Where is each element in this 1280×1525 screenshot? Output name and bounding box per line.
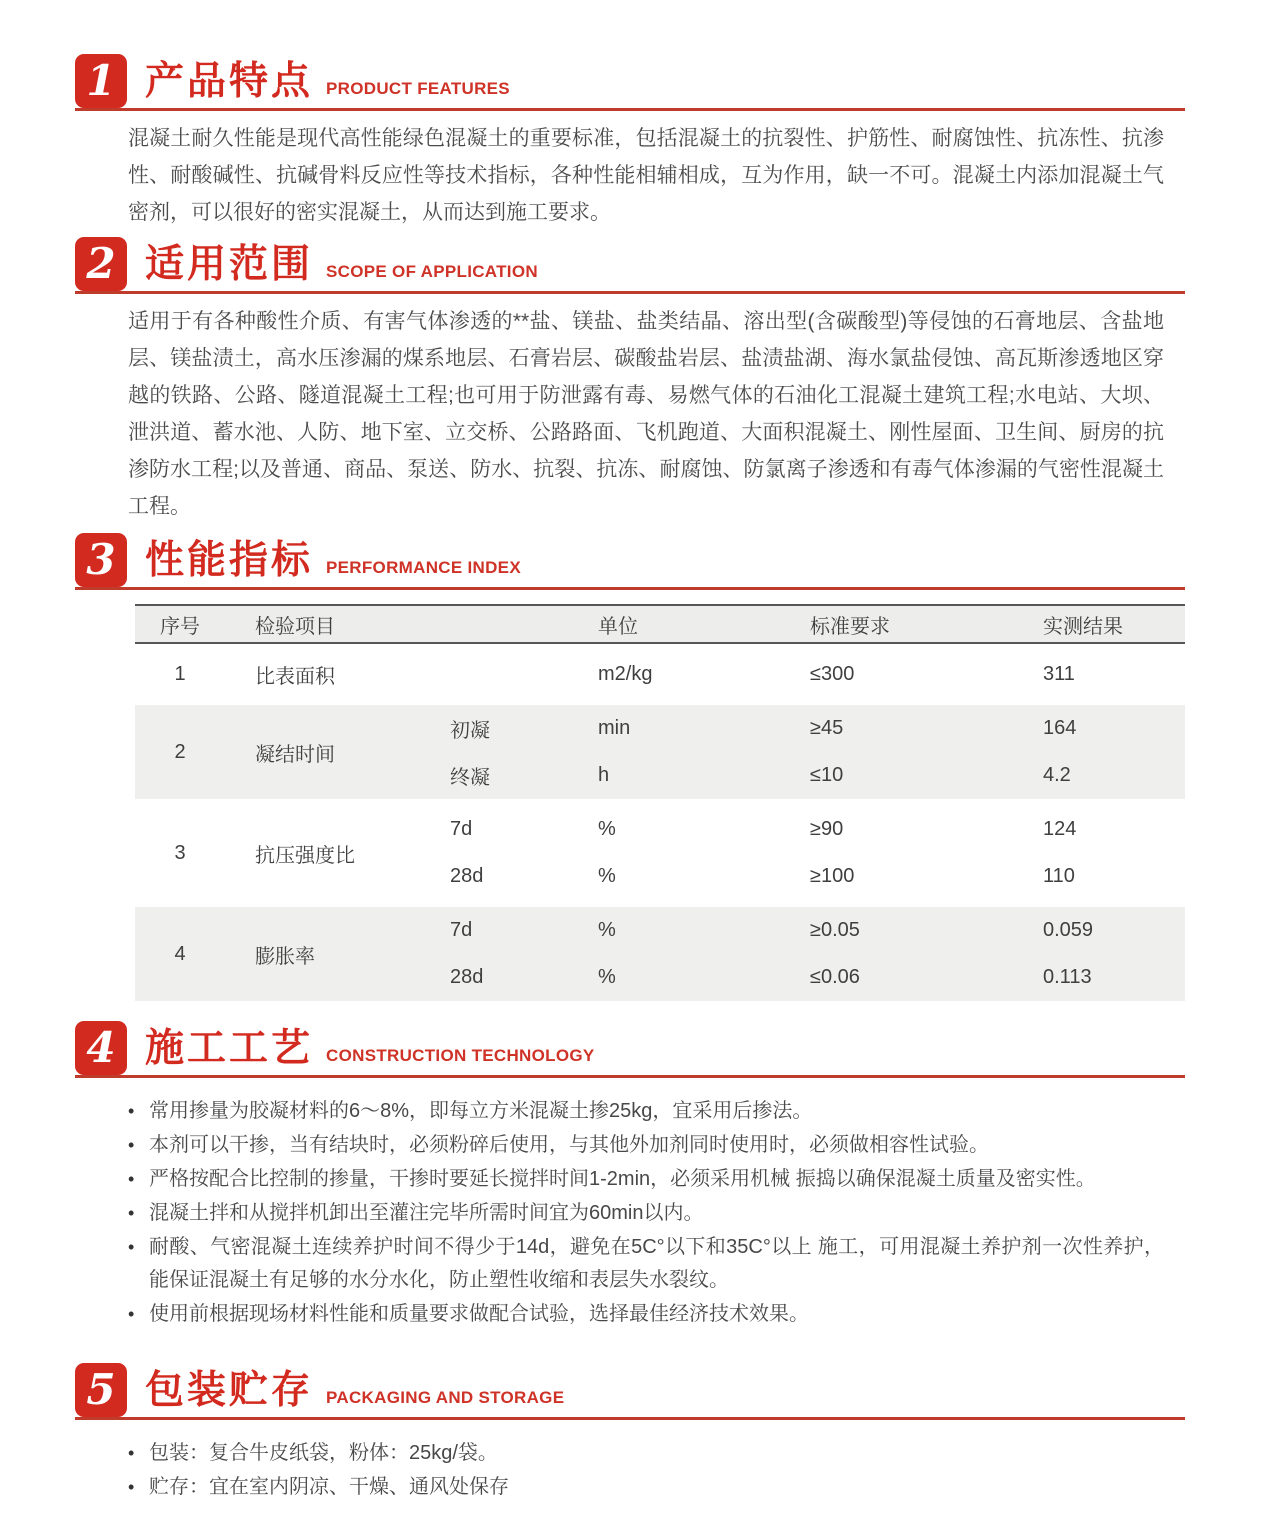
bullet-item: [128, 1129, 1164, 1162]
table-cell: 28d: [450, 966, 484, 988]
bullet-dot-icon: •: [128, 1237, 135, 1257]
table-cell: 4: [174, 942, 186, 965]
table-header-cell: 单位: [598, 615, 638, 638]
table-cell: 抗压强度比: [255, 844, 355, 867]
table-cell: min: [598, 717, 631, 739]
table-cell: 2: [174, 740, 186, 763]
bullet-dot-icon: •: [128, 1135, 135, 1155]
bullet-list: [128, 1437, 1164, 1504]
bullet-dot-icon: •: [128, 1443, 135, 1463]
table-cell: 164: [1043, 717, 1077, 739]
table-row: [135, 651, 1185, 698]
section-title-en: CONSTRUCTION TECHNOLOGY: [326, 1046, 595, 1065]
section-paragraph: 适用于有各种酸性介质、有害气体渗透的**盐、镁盐、盐类结晶、溶出型(含碳酸型)等侵蚀的石膏地层、含盐地层、镁盐渍土，高水压渗漏的煤系地层、石膏岩层、碳酸盐岩层、盐渍盐湖、海水氯盐侵蚀、高瓦斯渗透地区穿越的铁路、公路、隧道混凝土工程;也可用于防泄露有毒、易燃气体的石油化工混凝土建筑工程;水电站、大坝、泄洪道、蓄水池、人防、地下室、立交桥、公路路面、飞机跑道、大面积混凝土、刚性屋面、卫生间、厨房的抗渗防水工程;以及普通、商品、泵送、防水、抗裂、抗冻、耐腐蚀、防氯离子渗透和有毒气体渗漏的气密性混凝土工程。: [128, 310, 1164, 518]
section-title-cn: 适用范围: [145, 243, 314, 286]
section-header: [75, 529, 1185, 590]
table-cell: 初凝: [450, 720, 490, 742]
table-cell: ≥90: [810, 818, 844, 840]
bullet-dot-icon: •: [128, 1169, 135, 1189]
section-construction-technology: [75, 1017, 1185, 1331]
table-cell: ≥0.05: [810, 919, 860, 941]
bullet-item: [128, 1095, 1164, 1128]
table-cell: %: [598, 818, 616, 840]
bullet-text: 耐酸、气密混凝土连续养护时间不得少于14d，避免在5C°以下和35C°以上 施工，可用混凝土养护剂一次性养护，能保证混凝土有足够的水分水化，防止塑性收缩和表层失水裂纹。: [149, 1236, 1164, 1291]
bullet-item: [128, 1197, 1164, 1230]
bullet-text: 贮存：宜在室内阴凉、干燥、通风处保存: [149, 1476, 509, 1498]
bullet-item: [128, 1163, 1164, 1196]
section-title-cn: 施工工艺: [145, 1027, 314, 1070]
table-cell: %: [598, 919, 616, 941]
bullet-text: 使用前根据现场材料性能和质量要求做配合试验，选择最佳经济技术效果。: [149, 1303, 809, 1325]
section-paragraph: 混凝土耐久性能是现代高性能绿色混凝土的重要标准，包括混凝土的抗裂性、护筋性、耐腐蚀性、抗冻性、抗渗性、耐酸碱性、抗碱骨料反应性等技术指标，各种性能相辅相成，互为作用，缺一不可。混凝土内添加混凝土气密剂，可以很好的密实混凝土，从而达到施工要求。: [128, 127, 1164, 224]
bullet-item: [128, 1471, 1164, 1504]
performance-table: [135, 604, 1185, 1001]
table-cell: %: [598, 865, 616, 887]
section-number-badge: 2: [75, 237, 127, 291]
table-cell: ≤300: [810, 663, 855, 685]
table-cell: 110: [1043, 865, 1075, 887]
section-product-features: [75, 50, 1185, 231]
section-title-cn: 产品特点: [145, 60, 314, 103]
bullet-item: [128, 1298, 1164, 1331]
table-header-cell: 标准要求: [810, 615, 890, 638]
table-cell: 3: [174, 841, 186, 864]
bullet-text: 严格按配合比控制的掺量，干掺时要延长搅拌时间1-2min，必须采用机械 振捣以确保混凝土质量及密实性。: [149, 1168, 1096, 1190]
bullet-dot-icon: •: [128, 1203, 135, 1223]
bullet-item: [128, 1231, 1164, 1297]
section-title-en: PERFORMANCE INDEX: [326, 558, 521, 577]
section-title-en: SCOPE OF APPLICATION: [326, 262, 538, 281]
table-cell: 终凝: [450, 767, 490, 789]
bullet-text: 包装：复合牛皮纸袋，粉体：25kg/袋。: [149, 1442, 498, 1464]
table-row: [135, 806, 1185, 900]
table-header-cell: 检验项目: [255, 615, 335, 638]
table-cell: ≥45: [810, 717, 844, 739]
section-packaging-and-storage: [75, 1359, 1185, 1504]
table-header-cell: 实测结果: [1043, 615, 1123, 638]
section-number-badge: 5: [75, 1363, 127, 1417]
bullet-text: 混凝土拌和从搅拌机卸出至灌注完毕所需时间宜为60min以内。: [149, 1202, 704, 1224]
bullet-text: 常用掺量为胶凝材料的6～8%，即每立方米混凝土掺25kg，宜采用后掺法。: [149, 1100, 813, 1122]
table-cell: %: [598, 966, 616, 988]
bullet-dot-icon: •: [128, 1477, 135, 1497]
table-cell: 124: [1043, 818, 1077, 840]
table-cell: 比表面积: [255, 666, 335, 688]
table-cell: 膨胀率: [255, 945, 315, 968]
section-title-cn: 包装贮存: [145, 1369, 314, 1412]
table-cell: ≤10: [810, 764, 844, 786]
table-cell: 7d: [450, 919, 473, 941]
table-cell: 4.2: [1043, 764, 1071, 786]
section-header: [75, 233, 1185, 294]
table-cell: 1: [174, 663, 186, 685]
table-cell: h: [598, 764, 610, 786]
table-cell: 28d: [450, 865, 484, 887]
bullet-dot-icon: •: [128, 1101, 135, 1121]
section-scope-of-application: [75, 233, 1185, 525]
section-header: [75, 1017, 1185, 1078]
table-header-cell: 序号: [160, 615, 200, 638]
table-cell: 311: [1043, 663, 1075, 685]
section-number-badge: 4: [75, 1021, 127, 1075]
section-title-en: PRODUCT FEATURES: [326, 79, 510, 98]
section-performance-index: [75, 529, 1185, 1001]
table-cell: ≤0.06: [810, 966, 860, 988]
table-cell: 0.059: [1043, 919, 1094, 941]
table-cell: 0.113: [1043, 966, 1092, 988]
table-header-row: [135, 604, 1185, 644]
section-header: [75, 1359, 1185, 1420]
bullet-text: 本剂可以干掺，当有结块时，必须粉碎后使用，与其他外加剂同时使用时，必须做相容性试验。: [149, 1134, 989, 1156]
section-number-badge: 1: [75, 54, 127, 108]
table-cell: m2/kg: [598, 663, 653, 685]
table-row: [135, 907, 1185, 1001]
table-cell: ≥100: [810, 865, 855, 887]
bullet-list: [128, 1095, 1164, 1331]
table-row: [135, 705, 1185, 799]
section-number-badge: 3: [75, 533, 127, 587]
table-cell: 7d: [450, 818, 473, 840]
bullet-item: [128, 1437, 1164, 1470]
bullet-dot-icon: •: [128, 1304, 135, 1324]
section-title-en: PACKAGING AND STORAGE: [326, 1388, 565, 1407]
section-header: [75, 50, 1185, 111]
table-cell: 凝结时间: [255, 743, 335, 766]
section-title-cn: 性能指标: [145, 539, 314, 582]
